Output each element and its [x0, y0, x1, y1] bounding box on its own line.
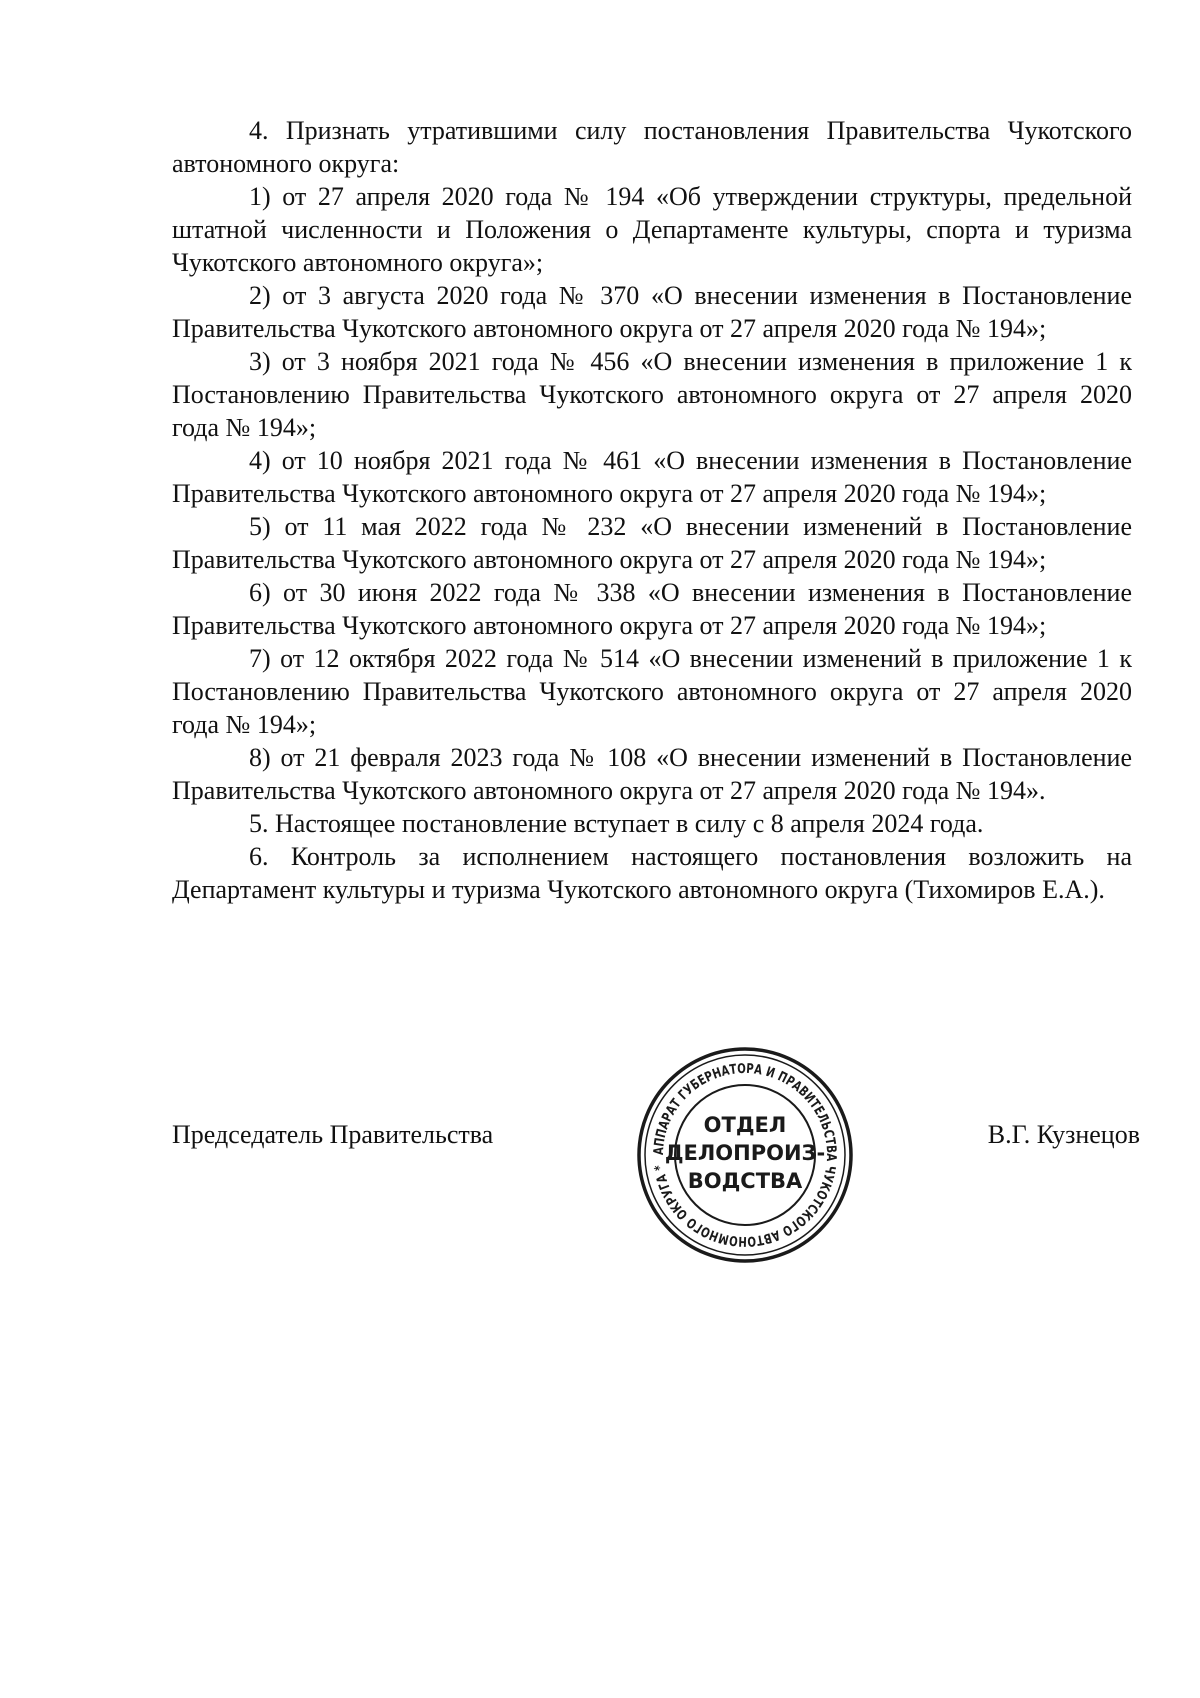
- document-body: [172, 114, 1132, 906]
- stamp-line-2: ДЕЛОПРОИЗ-: [664, 1141, 826, 1165]
- list-item-7: 7) от 12 октября 2022 года № 514 «О внесении изменений в приложение 1 к Постановлению Правительства Чукотского автономного округа от 27 апреля 2020 года № 194»;: [172, 644, 1132, 739]
- stamp-line-1: ОТДЕЛ: [703, 1113, 787, 1137]
- paragraph-5: 5. Настоящее постановление вступает в силу с 8 апреля 2024 года.: [249, 809, 984, 838]
- list-item-5: 5) от 11 мая 2022 года № 232 «О внесении изменений в Постановление Правительства Чукотского автономного округа от 27 апреля 2020 года № 194»;: [172, 512, 1132, 574]
- signer-title: Председатель Правительства: [172, 1120, 494, 1149]
- official-stamp: [630, 1040, 860, 1270]
- list-item-6: 6) от 30 июня 2022 года № 338 «О внесении изменения в Постановление Правительства Чукотского автономного округа от 27 апреля 2020 года № 194»;: [172, 578, 1132, 640]
- paragraph-4: 4. Признать утратившими силу постановления Правительства Чукотского автономного округа:: [172, 116, 1132, 178]
- list-item-3: 3) от 3 ноября 2021 года № 456 «О внесении изменения в приложение 1 к Постановлению Правительства Чукотского автономного округа от 27 апреля 2020 года № 194»;: [172, 347, 1132, 442]
- stamp-seal: [630, 1040, 860, 1270]
- list-item-2: 2) от 3 августа 2020 года № 370 «О внесении изменения в Постановление Правительства Чукотского автономного округа от 27 апреля 2020 года № 194»;: [172, 281, 1132, 343]
- paragraph-6: 6. Контроль за исполнением настоящего постановления возложить на Департамент культуры и туризма Чукотского автономного округа (Тихомиров Е.А.).: [172, 842, 1132, 904]
- list-item-1: 1) от 27 апреля 2020 года № 194 «Об утверждении структуры, предельной штатной численности и Положения о Департаменте культуры, спорта и туризма Чукотского автономного округа»;: [172, 182, 1132, 277]
- list-item-8: 8) от 21 февраля 2023 года № 108 «О внесении изменений в Постановление Правительства Чукотского автономного округа от 27 апреля 2020 года № 194».: [172, 743, 1132, 805]
- signer-name: В.Г. Кузнецов: [987, 1120, 1140, 1149]
- list-item-4: 4) от 10 ноября 2021 года № 461 «О внесении изменения в Постановление Правительства Чукотского автономного округа от 27 апреля 2020 года № 194»;: [172, 446, 1132, 508]
- stamp-line-3: ВОДСТВА: [687, 1169, 803, 1193]
- stamp-ring-text: АППАРАТ ГУБЕРНАТОРА И ПРАВИТЕЛЬСТВА ЧУКОТСКОГО АВТОНОМНОГО ОКРУГА *: [650, 1060, 840, 1250]
